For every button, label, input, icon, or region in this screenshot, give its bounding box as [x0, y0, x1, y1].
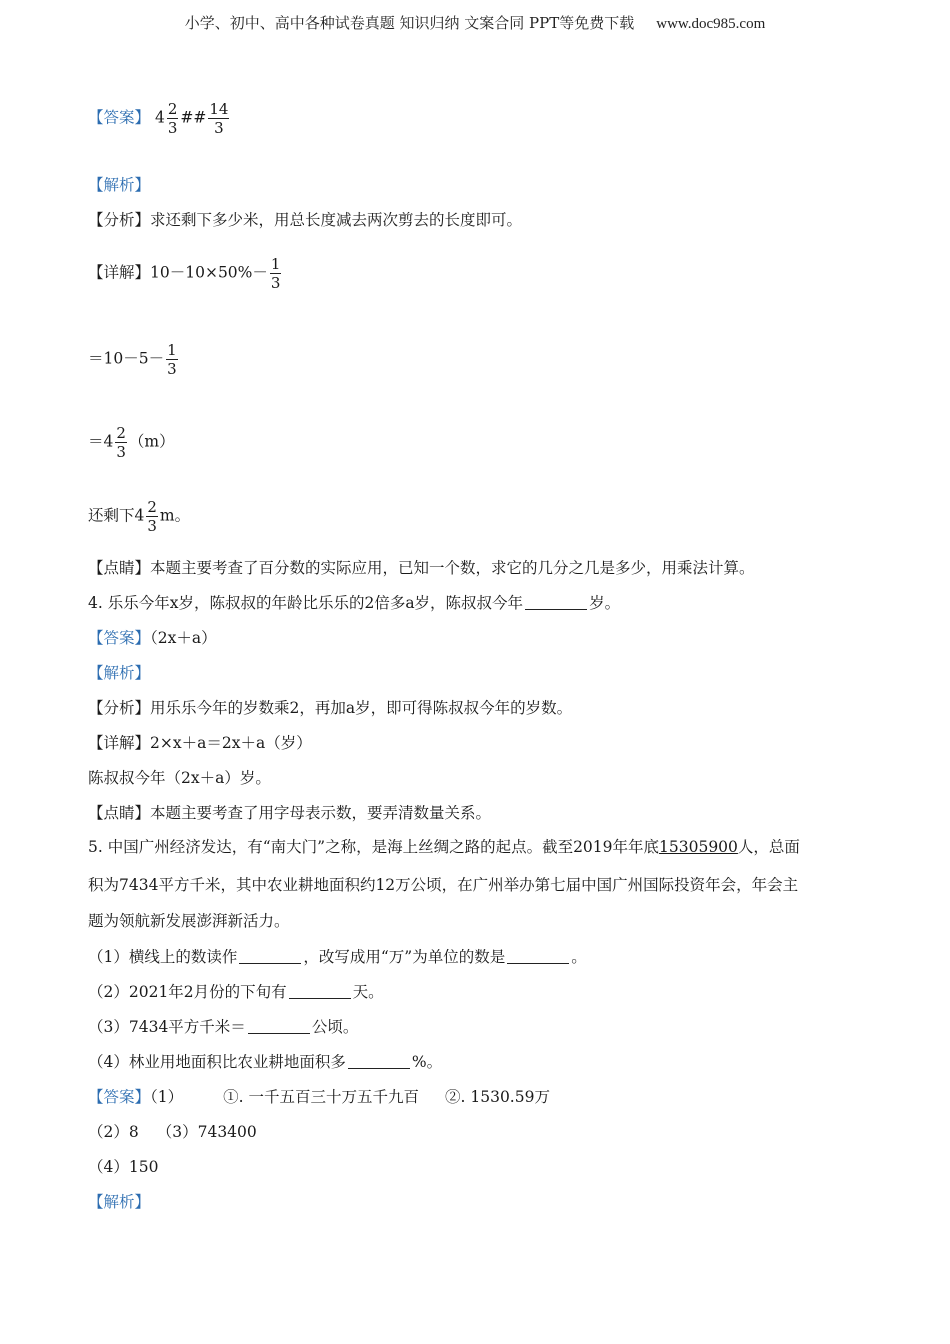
detail-tag: 【详解】: [88, 734, 151, 752]
fraction: $\frac{14}{3}$: [209, 100, 229, 137]
q5-sub-1: （1）横线上的数读作 ，改写成用“万”为单位的数是 。: [88, 948, 587, 966]
q3-analysis-tag: 【解析】: [88, 176, 151, 194]
q3-comment: 【点睛】本题主要考查了百分数的实际应用，已知一个数，求它的几分之几是多少，用乘法计算。: [88, 559, 755, 577]
q5-analysis-tag: 【解析】: [88, 1193, 151, 1211]
q3-fenxi: [88, 209, 522, 231]
answer-blank: [248, 1018, 310, 1034]
q3-answer-whole: 4: [154, 108, 165, 127]
q5-stem-line-3: 题为领航新发展澎湃新活力。: [88, 912, 290, 930]
fraction: $\frac{2}{3}$: [167, 100, 178, 137]
header-site[interactable]: www.doc985.com: [656, 16, 766, 32]
answer-blank: [239, 948, 301, 964]
answer-tag: 【答案】: [88, 108, 151, 127]
fenxi-tag: 【分析】: [88, 699, 151, 717]
q5-answer-2-3: （2）8 （3）743400: [88, 1123, 257, 1141]
answer-blank: [289, 983, 351, 999]
answer-tag: 【答案】: [88, 629, 151, 647]
q5-answer-4: （4）150: [88, 1158, 159, 1176]
answer-blank: [348, 1053, 410, 1069]
q4-fenxi: 【分析】用乐乐今年的岁数乘2，再加a岁，即可得陈叔叔今年的岁数。: [88, 699, 573, 717]
q5-stem-line-1: 5. 中国广州经济发达，有“南大门”之称，是海上丝绸之路的起点。截至2019年年底15305900人，总面: [88, 838, 800, 856]
comment-tag: 【点睛】: [88, 804, 151, 822]
q4-analysis-tag: 【解析】: [88, 664, 151, 682]
header-text: 小学、初中、高中各种试卷真题 知识归纳 文案合同 PPT等免费下载: [184, 14, 635, 32]
detail-tag: 【详解】: [88, 263, 151, 282]
q3-answer: [88, 100, 231, 137]
q4-stem: 4. 乐乐今年x岁，陈叔叔的年龄比乐乐的2倍多a岁，陈叔叔今年 岁。: [88, 594, 621, 612]
fraction: $\frac{1}{3}$: [270, 255, 281, 292]
fraction: $\frac{2}{3}$: [116, 424, 126, 461]
q5-sub-3: （3）7434平方千米＝ 公顷。: [88, 1018, 359, 1036]
fenxi-tag: 【分析】: [88, 211, 151, 229]
answer-blank: [507, 948, 569, 964]
answer-tag: 【答案】: [88, 1088, 151, 1106]
q4-comment: 【点睛】本题主要考查了用字母表示数，要弄清数量关系。: [88, 804, 492, 822]
fraction: $\frac{1}{3}$: [167, 341, 177, 378]
q3-detail-3: ＝4 $\frac{2}{3}$ （m）: [88, 424, 175, 461]
q4-detail: 【详解】2×x＋a＝2x＋a（岁）: [88, 734, 312, 752]
q4-line: 陈叔叔今年（2x＋a）岁。: [88, 769, 271, 787]
q3-detail-1: 【详解】10－10×50%－ $\frac{1}{3}$: [88, 255, 281, 292]
q5-sub-4: （4）林业用地面积比农业耕地面积多 %。: [88, 1053, 443, 1071]
q5-stem-line-2: 积为7434平方千米，其中农业耕地面积约12万公顷，在广州举办第七届中国广州国际投资年会，年会主: [88, 876, 799, 894]
q3-conclusion: 还剩下4 $\frac{2}{3}$ m。: [88, 498, 191, 535]
fraction: $\frac{2}{3}$: [147, 498, 157, 535]
answer-blank: [525, 594, 587, 610]
page-header: [0, 12, 950, 33]
q3-fenxi-text: 求还剩下多少米，用总长度减去两次剪去的长度即可。: [150, 211, 523, 229]
underlined-number: 15305900: [659, 838, 738, 856]
q5-sub-2: （2）2021年2月份的下旬有 天。: [88, 983, 384, 1001]
comment-tag: 【点睛】: [88, 559, 151, 577]
q3-answer-sep: ##: [180, 108, 207, 127]
q3-detail-2: ＝10－5－ $\frac{1}{3}$: [88, 341, 177, 378]
q5-answer: 【答案】（1） ①. 一千五百三十万五千九百 ②. 1530.59万: [88, 1088, 550, 1106]
q4-answer: 【答案】（2x＋a）: [88, 629, 217, 647]
